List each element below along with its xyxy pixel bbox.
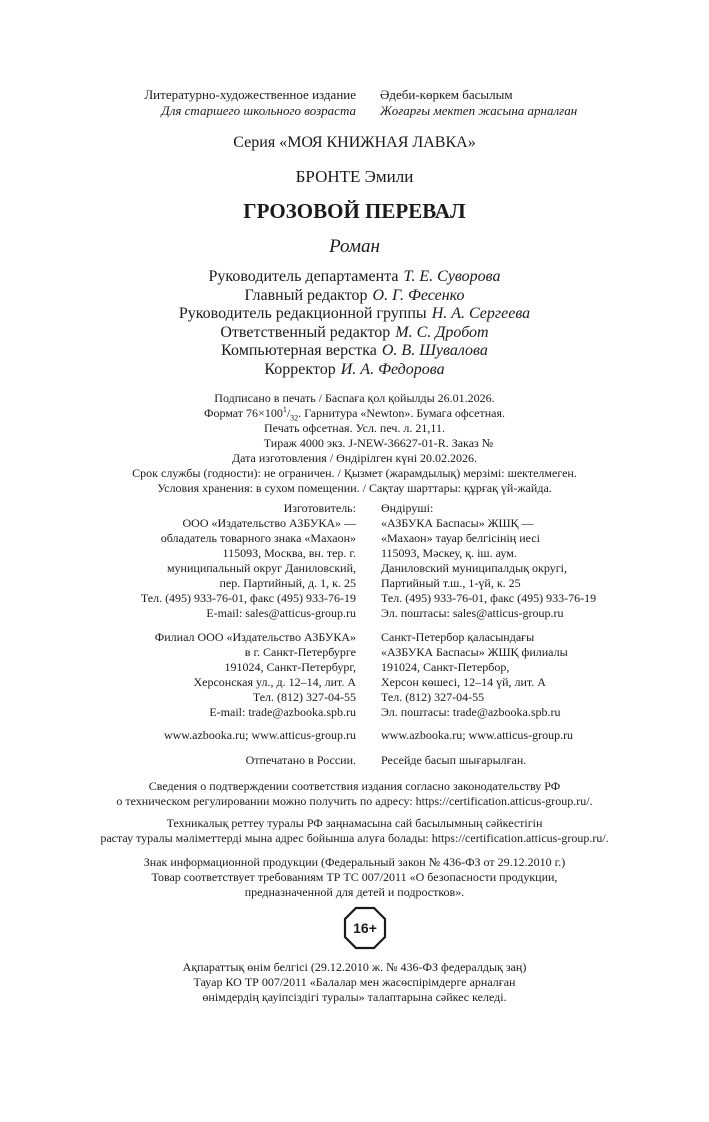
staff-role: Ответственный редактор [220, 323, 391, 341]
printed-in-ru: Отпечатано в России. [245, 753, 356, 767]
manufacture-date: Дата изготовления / Өндірілген күні 20.02.2026. [231, 451, 478, 465]
certification-line: растау туралы мәліметтерді мына адрес бойынша алуға болады: https://certification.atticus-group.ru/. [100, 831, 609, 845]
author: БРОНТЕ Эмили [295, 167, 414, 186]
manufacturer-kz [381, 501, 681, 621]
branch-line: Филиал ООО «Издательство АЗБУКА» [154, 630, 356, 644]
staff-name: О. Г. Фесенко [372, 286, 465, 304]
address-line: обладатель товарного знака «Махаон» [160, 531, 356, 545]
address-line: муниципальный округ Даниловский, [166, 561, 356, 575]
websites-kz: www.azbooka.ru; www.atticus-group.ru [381, 728, 574, 742]
branch-line: 191024, Санкт-Петербург, [224, 660, 356, 674]
format-line: Формат $76\times 100^1/_{32}$. Гарнитура «Newton». Бумага офсетная. [203, 405, 505, 423]
printed-in-kz: Ресейде басып шығарылған. [381, 753, 527, 767]
series-line: Серия «МОЯ КНИЖНАЯ ЛАВКА» [233, 134, 476, 151]
header-right [380, 87, 680, 119]
audience-kz: Жоғарғы мектеп жасына арналған [380, 103, 578, 118]
address-line: 115093, Мәскеу, қ. іш. аум. [381, 546, 517, 560]
certification-ru [0, 779, 709, 809]
websites-ru: www.azbooka.ru; www.atticus-group.ru [163, 728, 356, 742]
staff-name: И. А. Федорова [340, 360, 445, 378]
info-mark-kz [0, 960, 709, 1005]
staff-row [0, 305, 709, 324]
staff-row [0, 268, 709, 287]
branch-line: Тел. (812) 327-04-55 [381, 690, 485, 704]
info-mark-ru [0, 855, 709, 900]
staff-list [0, 268, 709, 379]
audience-ru: Для старшего школьного возраста [161, 103, 356, 118]
storage-conditions: Условия хранения: в сухом помещении. / Сақтау шарттары: құрғақ үй-жайда. [157, 481, 552, 495]
info-mark-line: Товар соответствует требованиям ТР ТС 007/2011 «О безопасности продукции, [151, 870, 558, 884]
address-line: ООО «Издательство АЗБУКА» — [182, 516, 356, 530]
branch-ru [60, 630, 356, 720]
staff-role: Корректор [264, 360, 336, 378]
certification-kz [0, 816, 709, 846]
address-line: «АЗБУКА Баспасы» ЖШҚ — [381, 516, 534, 530]
branch-line: «АЗБУКА Баспасы» ЖШҚ филиалы [381, 645, 568, 659]
branch-line: Тел. (812) 327-04-55 [252, 690, 356, 704]
staff-role: Руководитель департамента [208, 268, 399, 285]
staff-row [0, 361, 709, 380]
address-line: «Махаон» тауар белгісінің иесі [381, 531, 540, 545]
staff-role: Главный редактор [244, 286, 368, 304]
staff-role: Руководитель редакционной группы [178, 305, 427, 322]
email-line: Эл. поштасы: sales@atticus-group.ru [381, 606, 564, 620]
info-mark-line: предназначенной для детей и подростков». [244, 885, 465, 899]
branch-line: Херсон көшесі, 12–14 үй, лит. А [381, 675, 546, 689]
info-mark-line: Тауар КО ТР 007/2011 «Балалар мен жасөспірімдерге арналған [193, 975, 516, 989]
branch-line: E-mail: trade@azbooka.spb.ru [209, 705, 356, 719]
run-line: Тираж 4000 экз. J-NEW-36627-01-R. Заказ № [263, 436, 494, 450]
sheets-line: Печать офсетная. Усл. печ. л. 21,11. [264, 421, 445, 435]
manufacturer-heading-kz: Өндіруші: [381, 501, 434, 515]
branch-line: Херсонская ул., д. 12–14, лит. А [193, 675, 356, 689]
edition-type-kz: Әдеби-көркем басылым [380, 87, 513, 102]
shelf-life: Срок службы (годности): не ограничен. / Қызмет (жарамдылық) мерзімі: шектелмеген. [132, 466, 577, 480]
header-left [60, 87, 356, 119]
info-mark-line: Ақпараттық өнім белгісі (29.12.2010 ж. № 436-ФЗ федералдық заң) [182, 960, 527, 974]
staff-name: М. С. Дробот [395, 323, 489, 341]
info-mark-line: Знак информационной продукции (Федеральный закон № 436-ФЗ от 29.12.2010 г.) [143, 855, 566, 869]
print-details [0, 391, 709, 496]
manufacturer-heading-ru: Изготовитель: [283, 501, 356, 515]
staff-row [0, 287, 709, 306]
email-line: E-mail: sales@atticus-group.ru [206, 606, 356, 620]
branch-line: 191024, Санкт-Петербор, [381, 660, 510, 674]
phone-line: Тел. (495) 933-76-01, факс (495) 933-76-19 [381, 591, 597, 605]
address-line: Партийный т.ш., 1-үй, к. 25 [381, 576, 521, 590]
branch-line: Санкт-Петербор қаласындағы [381, 630, 535, 644]
branch-line: Эл. поштасы: trade@azbooka.spb.ru [381, 705, 561, 719]
address-line: Даниловский муниципалдық округі, [381, 561, 567, 575]
age-rating: 16+ [353, 920, 377, 936]
certification-line: о техническом регулировании можно получить по адресу: https://certification.atticus-group.ru/. [116, 794, 593, 808]
staff-row [0, 342, 709, 361]
genre: Роман [329, 236, 380, 257]
staff-name: Н. А. Сергеева [431, 305, 531, 322]
branch-kz [381, 630, 681, 720]
staff-role: Компьютерная верстка [221, 342, 377, 359]
branch-line: в г. Санкт-Петербурге [244, 645, 356, 659]
phone-line: Тел. (495) 933-76-01, факс (495) 933-76-19 [140, 591, 356, 605]
info-mark-line: өнімдердің қауіпсіздігі туралы» талаптарына сәйкес келеді. [202, 990, 507, 1004]
staff-name: Т. Е. Суворова [403, 268, 501, 285]
signed-to-print: Подписано в печать / Баспаға қол қойылды 26.01.2026. [214, 391, 495, 405]
edition-type-ru: Литературно-художественное издание [144, 87, 356, 102]
staff-name: О. В. Шувалова [381, 342, 488, 359]
address-line: пер. Партийный, д. 1, к. 25 [219, 576, 356, 590]
manufacturer-ru [60, 501, 356, 621]
certification-line: Сведения о подтверждении соответствия издания согласно законодательству РФ [148, 779, 561, 793]
address-line: 115093, Москва, вн. тер. г. [222, 546, 356, 560]
staff-row [0, 324, 709, 343]
book-title: ГРОЗОВОЙ ПЕРЕВАЛ [243, 199, 466, 223]
certification-line: Техникалық реттеу туралы РФ заңнамасына сай басылымның сәйкестігін [166, 816, 543, 830]
